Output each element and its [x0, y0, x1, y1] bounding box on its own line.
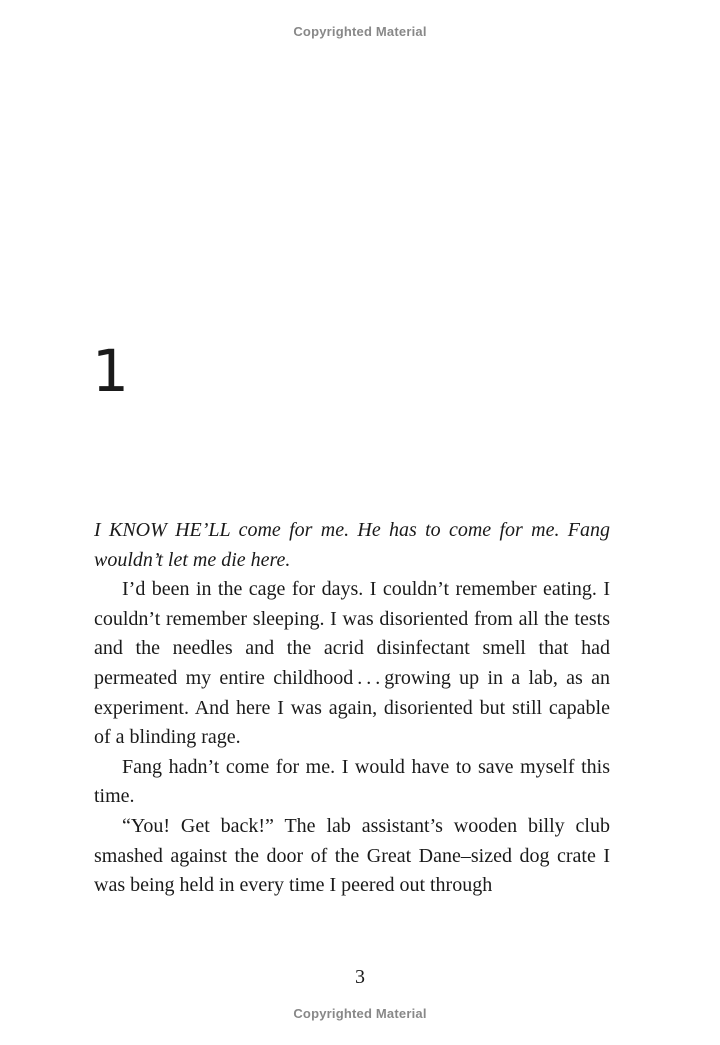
paragraph: I’d been in the cage for days. I couldn’t remember eating. I couldn’t remember sleeping. I was disoriented from all the tests and the needles and the acrid disinfectant smell that had permeated my entire childhood . . . growing up in a lab, as an experiment. And here I was again, disoriented but still capable of a blinding rage. — [94, 578, 610, 749]
chapter-body — [94, 516, 610, 901]
copyright-notice-bottom: Copyrighted Material — [293, 1006, 427, 1021]
paragraph: “You! Get back!” The lab assistant’s wooden billy club smashed against the door of the Great Dane–sized dog crate I was being held in every time I peered out through — [94, 814, 610, 897]
page-number: 3 — [355, 966, 365, 988]
paragraph: Fang hadn’t come for me. I would have to save myself this time. — [94, 755, 610, 808]
paragraph-opening: I KNOW HE’LL come for me. He has to come for me. Fang wouldn’t let me die here. — [94, 519, 610, 571]
chapter-number: 1 — [92, 337, 129, 405]
copyright-notice-top: Copyrighted Material — [293, 24, 427, 39]
